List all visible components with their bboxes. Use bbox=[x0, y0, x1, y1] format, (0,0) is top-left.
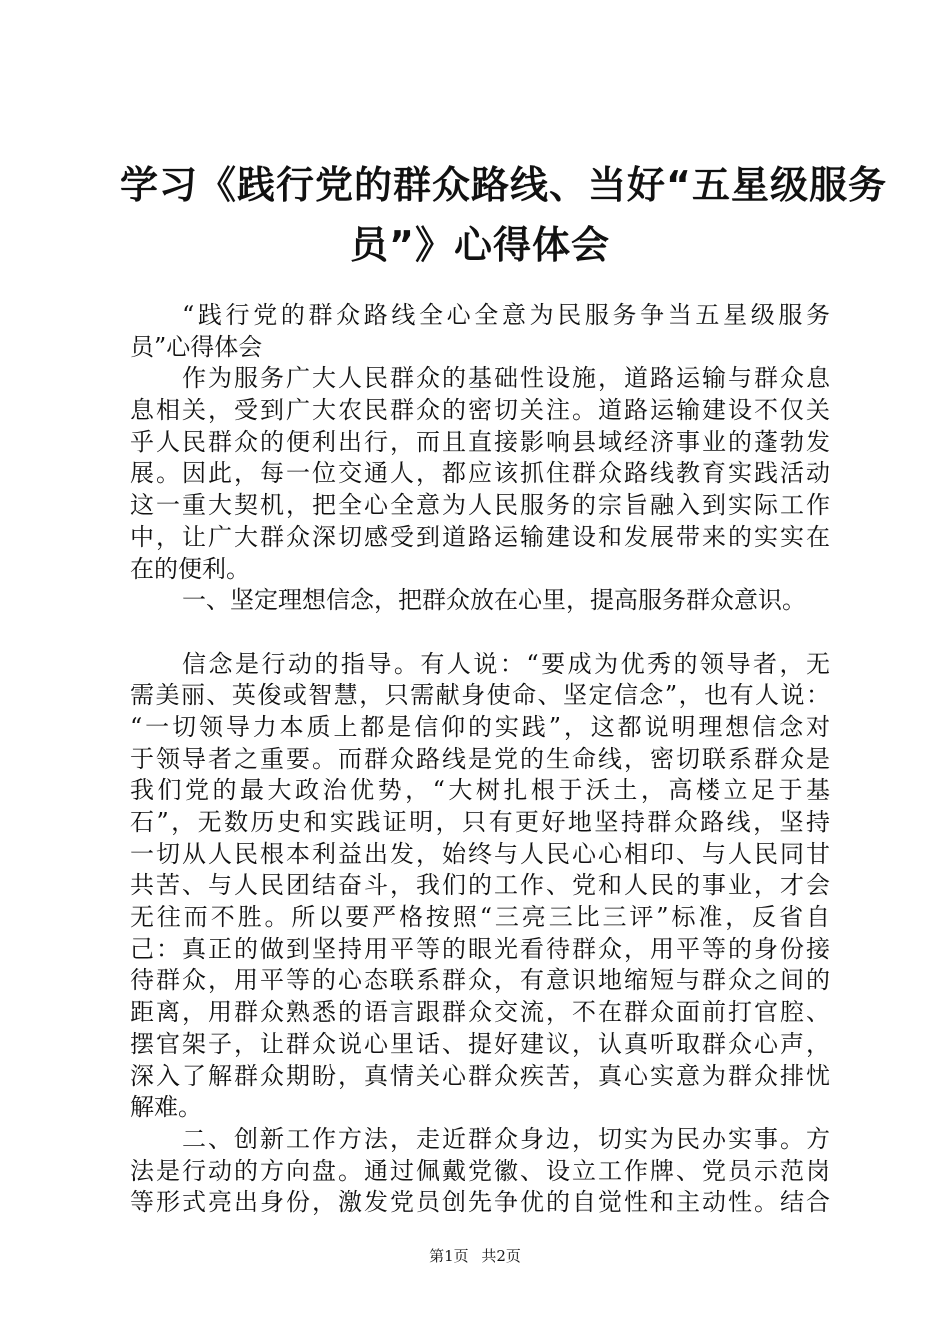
body-line: 石”，无数历史和实践证明，只有更好地坚持群众路线，坚持 bbox=[130, 808, 830, 836]
page-number: 第1页 bbox=[429, 1247, 469, 1265]
body-line: 需美丽、英俊或智慧，只需献身使命、坚定信念”，也有人说： bbox=[130, 681, 830, 710]
body-line: 这一重大契机，把全心全意为人民服务的宗旨融入到实际工作 bbox=[130, 491, 830, 520]
body-line: 无往而不胜。所以要严格按照“三亮三比三评”标准，反省自 bbox=[130, 903, 830, 932]
body-line: 摆官架子，让群众说心里话、提好建议，认真听取群众心声， bbox=[130, 1029, 830, 1058]
body-line: 展。因此，每一位交通人，都应该抓住群众路线教育实践活动 bbox=[130, 459, 830, 488]
page-footer bbox=[0, 1246, 950, 1266]
body-line: 作为服务广大人民群众的基础性设施，道路运输与群众息 bbox=[182, 364, 830, 393]
section-heading: 二、创新工作方法，走近群众身边，切实为民办实事。方 bbox=[182, 1124, 830, 1153]
paragraph-spacer bbox=[130, 617, 830, 649]
body-line: 等形式亮出身份，激发党员创先争优的自觉性和主动性。结合 bbox=[130, 1188, 830, 1217]
document-title-line-1: 学习《践行党的群众路线、当好“五星级服务 bbox=[120, 163, 887, 207]
document-title-line-2: 员”》心得体会 bbox=[350, 223, 610, 267]
body-line: 乎人民群众的便利出行，而且直接影响县域经济事业的蓬勃发 bbox=[130, 427, 830, 456]
body-line: 于领导者之重要。而群众路线是党的生命线，密切联系群众是 bbox=[130, 744, 830, 773]
body-line: 深入了解群众期盼，真情关心群众疾苦，真心实意为群众排忧 bbox=[130, 1061, 830, 1090]
body-line: 一切从人民根本利益出发，始终与人民心心相印、与人民同甘 bbox=[130, 839, 830, 868]
body-line: 待群众，用平等的心态联系群众，有意识地缩短与群众之间的 bbox=[130, 966, 830, 995]
section-heading: 一、坚定理想信念，把群众放在心里，提高服务群众意识。 bbox=[182, 586, 806, 615]
body-line: 共苦、与人民团结奋斗，我们的工作、党和人民的事业，才会 bbox=[130, 871, 830, 900]
body-line: 距离，用群众熟悉的语言跟群众交流，不在群众面前打官腔、 bbox=[130, 998, 830, 1027]
body-line: 法是行动的方向盘。通过佩戴党徽、设立工作牌、党员示范岗 bbox=[130, 1156, 830, 1185]
body-line: 信念是行动的指导。有人说：“要成为优秀的领导者，无 bbox=[182, 649, 830, 678]
body-line: “一切领导力本质上都是信仰的实践”，这都说明理想信念对 bbox=[130, 712, 830, 741]
page-total: 共2页 bbox=[481, 1247, 521, 1265]
body-line: “践行党的群众路线全心全意为民服务争当五星级服务 bbox=[182, 301, 830, 329]
body-line: 解难。 bbox=[130, 1093, 202, 1122]
body-line: 中，让广大群众深切感受到道路运输建设和发展带来的实实在 bbox=[130, 522, 830, 551]
document-body bbox=[130, 300, 830, 1219]
body-line: 己：真正的做到坚持用平等的眼光看待群众，用平等的身份接 bbox=[130, 934, 830, 963]
body-line: 员”心得体会 bbox=[130, 332, 263, 361]
body-line: 我们党的最大政治优势，“大树扎根于沃土，高楼立足于基 bbox=[130, 776, 830, 805]
body-line: 在的便利。 bbox=[130, 554, 250, 583]
body-line: 息相关，受到广大农民群众的密切关注。道路运输建设不仅关 bbox=[130, 396, 830, 425]
